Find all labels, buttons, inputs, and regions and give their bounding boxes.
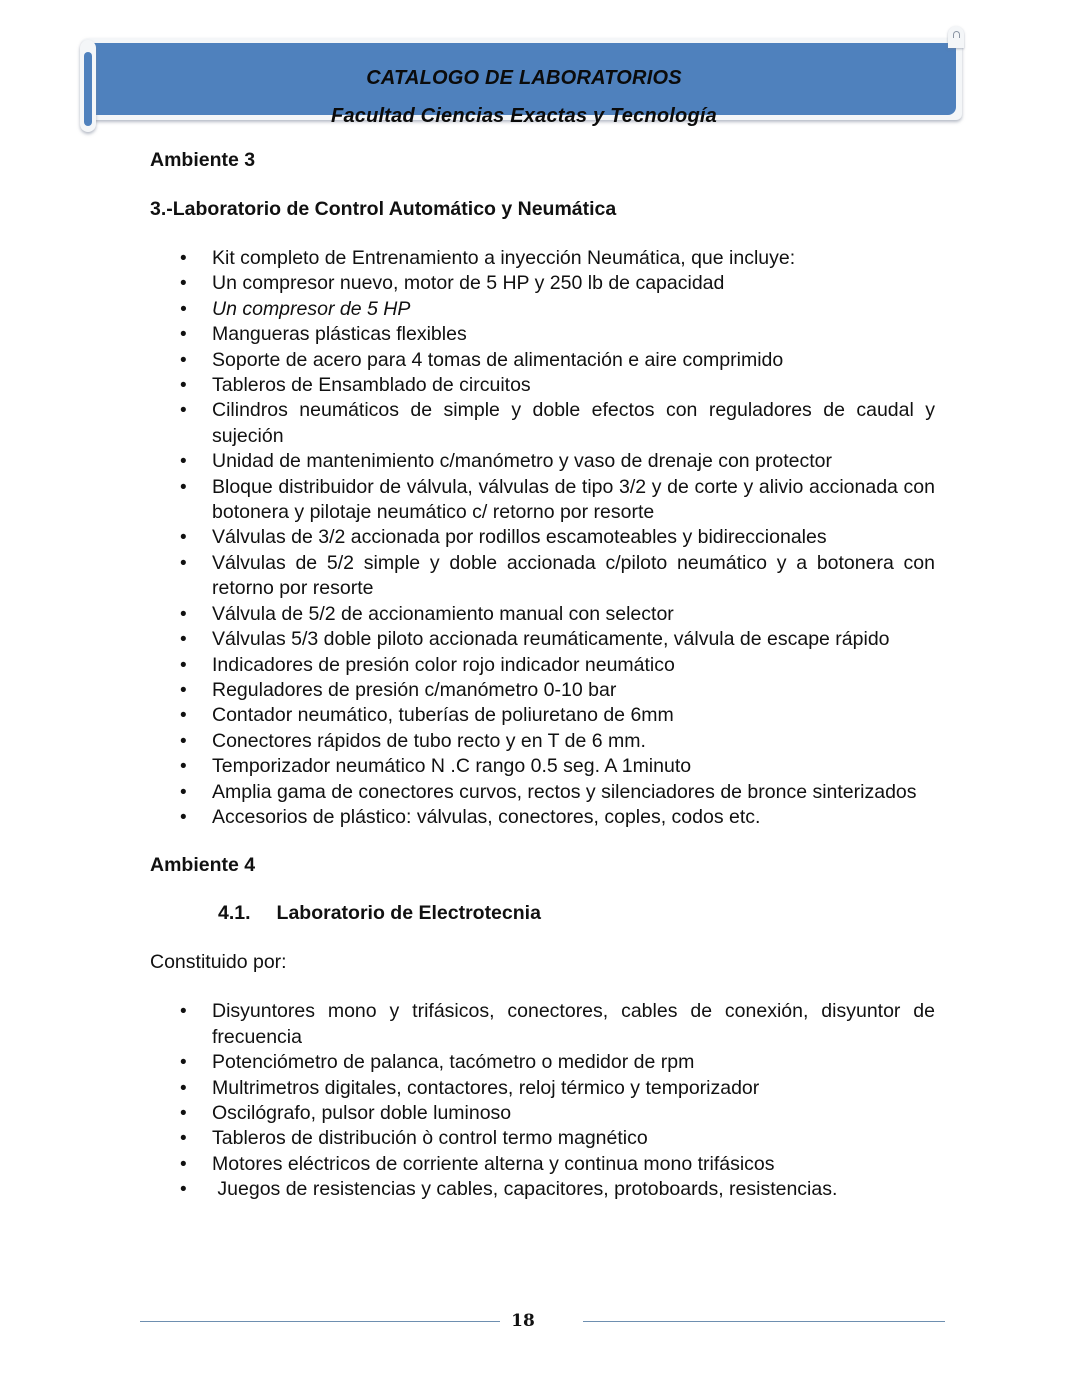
list-item: • Válvula de 5/2 de accionamiento manual con selector	[150, 602, 935, 627]
list-item: • Indicadores de presión color rojo indicador neumático	[150, 653, 935, 678]
list-item: • Multrimetros digitales, contactores, reloj térmico y temporizador	[150, 1076, 935, 1101]
list-item: • Disyuntores mono y trifásicos, conectores, cables de conexión, disyuntor de frecuencia	[150, 999, 935, 1050]
lab-4-equipment-list	[150, 999, 935, 1202]
ambiente-3-heading: Ambiente 3	[150, 149, 256, 171]
list-item: • Un compresor nuevo, motor de 5 HP y 250 lb de capacidad	[150, 271, 935, 296]
page-number: 18	[511, 1311, 535, 1331]
list-item: • Reguladores de presión c/manómetro 0-10 bar	[150, 678, 935, 703]
lab-4-1-title: Laboratorio de Electrotecnia	[276, 902, 541, 925]
list-item: • Tableros de distribución ò control termo magnético	[150, 1126, 935, 1151]
list-item: • Bloque distribuidor de válvula, válvulas de tipo 3/2 y de corte y alivio accionada con botonera y pilotaje neumático c/ retorno por resorte	[150, 475, 935, 526]
ambiente-4-heading: Ambiente 4	[150, 854, 256, 877]
faculty-subtitle: Facultad Ciencias Exactas y Tecnología	[331, 105, 717, 127]
footer-rule-left	[140, 1321, 500, 1322]
lab-3-equipment-list	[150, 246, 935, 830]
lab-3-title: 3.-Laboratorio de Control Automático y Neumática	[150, 198, 617, 220]
list-item: • Tableros de Ensamblado de circuitos	[150, 373, 935, 398]
list-item: • Un compresor de 5 HP	[150, 297, 935, 322]
list-item: • Conectores rápidos de tubo recto y en T de 6 mm.	[150, 729, 935, 754]
list-item: • Potenciómetro de palanca, tacómetro o medidor de rpm	[150, 1050, 935, 1075]
list-item: • Soporte de acero para 4 tomas de alimentación e aire comprimido	[150, 348, 935, 373]
page-content	[150, 148, 935, 1203]
lab-4-1-heading	[150, 901, 935, 925]
list-item: • Kit completo de Entrenamiento a inyección Neumática, que incluye:	[150, 246, 935, 271]
list-item: • Temporizador neumático N .C rango 0.5 seg. A 1minuto	[150, 754, 935, 779]
list-item: • Mangueras plásticas flexibles	[150, 322, 935, 347]
lab-4-1-number: 4.1.	[218, 902, 251, 925]
document-title: CATALOGO DE LABORATORIOS	[366, 67, 682, 89]
list-item: • Válvulas de 3/2 accionada por rodillos escamoteables y bidireccionales	[150, 525, 935, 550]
list-item: • Unidad de mantenimiento c/manómetro y vaso de drenaje con protector	[150, 449, 935, 474]
list-item: • Contador neumático, tuberías de poliuretano de 6mm	[150, 703, 935, 728]
list-item: • Válvulas 5/3 doble piloto accionada reumáticamente, válvula de escape rápido	[150, 627, 935, 652]
banner-fill	[92, 43, 956, 127]
list-item: • Amplia gama de conectores curvos, rectos y silenciadores de bronce sinterizados	[150, 780, 935, 805]
scroll-curl-left-icon	[80, 40, 96, 132]
scroll-curl-right-icon	[948, 26, 964, 48]
footer-rule-right	[583, 1321, 945, 1322]
list-item: • Juegos de resistencias y cables, capacitores, protoboards, resistencias.	[150, 1177, 935, 1202]
list-item: • Oscilógrafo, pulsor doble luminoso	[150, 1101, 935, 1126]
list-item: • Accesorios de plástico: válvulas, conectores, coples, codos etc.	[150, 805, 935, 830]
lab-4-intro: Constituido por:	[150, 951, 287, 974]
list-item: • Motores eléctricos de corriente alterna y continua mono trifásicos	[150, 1152, 935, 1177]
list-item: • Cilindros neumáticos de simple y doble efectos con reguladores de caudal y sujeción	[150, 398, 935, 449]
list-item: • Válvulas de 5/2 simple y doble accionada c/piloto neumático y a botonera con retorno por resorte	[150, 551, 935, 602]
header-banner	[78, 26, 966, 132]
